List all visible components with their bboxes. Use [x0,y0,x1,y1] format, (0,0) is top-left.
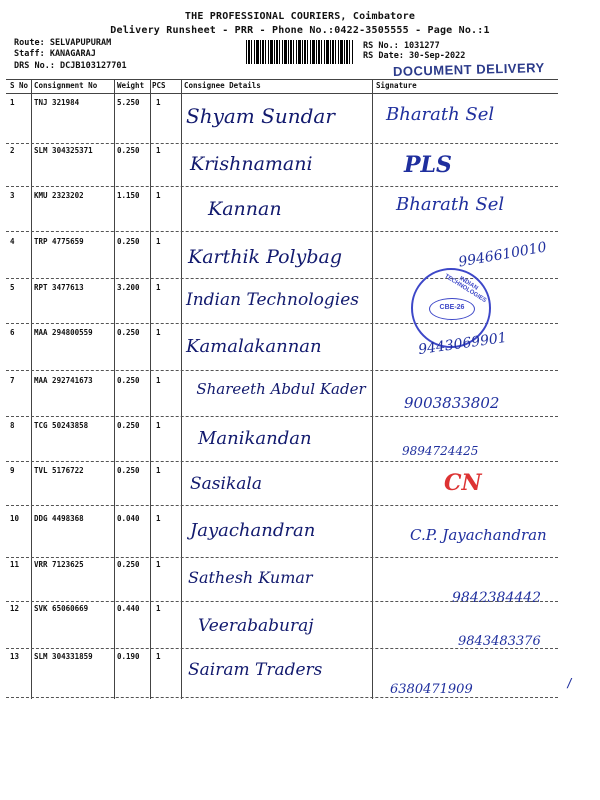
row-weight: 0.040 [117,514,140,523]
row-divider [6,370,558,371]
row-signature: 9843483376 [458,634,541,649]
row-consignment: TCG 50243858 [34,421,89,430]
row-divider [6,505,558,506]
row-signature: 6380471909 [390,682,473,697]
seal-center-text: CBE-26 [429,298,475,320]
row-divider [6,143,558,144]
row-consignment: SLM 304325371 [34,146,93,155]
row-consignee: Kamalakannan [186,336,322,357]
row-consignment: MAA 294800559 [34,328,93,337]
row-sno: 10 [10,514,20,523]
row-signature: 9443069901 [417,329,508,359]
row-pcs: 1 [156,652,161,661]
document-delivery-stamp: DOCUMENT DELIVERY [392,60,545,79]
row-divider [6,186,558,187]
row-weight: 3.200 [117,283,140,292]
row-divider [6,557,558,558]
row-consignment: SVK 65060669 [34,604,89,613]
row-divider [6,648,558,649]
row-divider [6,461,558,462]
row-consignee: Jayachandran [190,520,316,541]
row-pcs: 1 [156,283,161,292]
row-weight: 0.250 [117,376,140,385]
col-divider [114,79,115,699]
row-consignee: Kannan [208,198,282,220]
drs-number: DRS No.: DCJB103127701 [14,61,127,71]
row-pcs: 1 [156,560,161,569]
row-signature: CN [444,470,482,496]
row-weight: 0.250 [117,237,140,246]
row-weight: 5.250 [117,98,140,107]
row-consignee: Indian Technologies [186,290,359,310]
row-weight: 0.190 [117,652,140,661]
row-signature: 9894724425 [402,444,479,458]
row-sno: 11 [10,560,20,569]
row-consignee: Sathesh Kumar [188,568,313,587]
row-signature: Bharath Sel [396,194,505,215]
row-signature: PLS [404,152,452,178]
table-header-rule [6,93,558,94]
row-pcs: 1 [156,466,161,475]
row-sno: 4 [10,237,15,246]
row-divider [6,697,558,698]
col-divider [150,79,151,699]
runsheet-title: Delivery Runsheet - PRR - Phone No.:0422-3505555 - Page No.:1 [110,25,490,36]
row-weight: 0.250 [117,146,140,155]
row-weight: 0.250 [117,560,140,569]
row-pcs: 1 [156,328,161,337]
barcode [246,40,354,64]
row-signature: 9842384442 [452,590,542,606]
row-sno: 8 [10,421,15,430]
col-consignee-header: Consignee Details [184,81,261,90]
row-consignment: TRP 4775659 [34,237,84,246]
col-pcs-header: PCS [152,81,166,90]
row-pcs: 1 [156,146,161,155]
row-weight: 0.250 [117,328,140,337]
row-divider [6,601,558,602]
col-consignment-header: Consignment No [34,81,98,90]
row-pcs: 1 [156,191,161,200]
staff-label: Staff: KANAGARAJ [14,49,96,59]
row-signature: 9946610010 [457,239,548,271]
seal-rim-text: INDIAN TECHNOLOGIES [443,273,488,305]
row-pcs: 1 [156,421,161,430]
row-consignment: KMU 2323202 [34,191,84,200]
col-weight-header: Weight [117,81,145,90]
row-signature: Bharath Sel [386,104,495,125]
row-pcs: 1 [156,376,161,385]
row-sno: 12 [10,604,20,613]
row-consignee: Sairam Traders [188,660,323,680]
row-weight: 0.440 [117,604,140,613]
table-top-rule [6,79,558,80]
col-divider [181,79,182,699]
row-divider [6,231,558,232]
company-title: THE PROFESSIONAL COURIERS, Coimbatore [184,11,416,22]
row-sno: 1 [10,98,15,107]
row-weight: 1.150 [117,191,140,200]
row-consignment: SLM 304331859 [34,652,93,661]
row-sno: 3 [10,191,15,200]
row-signature: 9003833802 [404,394,500,412]
col-sno-header: S No [10,81,29,90]
row-sno: 2 [10,146,15,155]
row-consignee: Manikandan [198,428,312,449]
row-consignment: RPT 3477613 [34,283,84,292]
row-weight: 0.250 [117,421,140,430]
row-sno: 9 [10,466,15,475]
row-consignee: Karthik Polybag [188,246,343,268]
col-divider [372,79,373,699]
row-consignee: Krishnamani [190,153,313,175]
row-pcs: 1 [156,514,161,523]
row-consignee: Sasikala [190,474,262,494]
col-divider [31,79,32,699]
row-consignee: Shareeth Abdul Kader [196,380,366,398]
row-sno: 6 [10,328,15,337]
row-consignment: DDG 4498368 [34,514,84,523]
row-consignee: Veerababuraj [198,616,314,636]
row-pcs: 1 [156,237,161,246]
tick-mark: / [566,676,574,690]
row-consignment: MAA 292741673 [34,376,93,385]
row-divider [6,416,558,417]
rs-number: RS No.: 1031277 [363,41,440,51]
col-signature-header: Signature [376,81,417,90]
row-pcs: 1 [156,604,161,613]
row-consignee: Shyam Sundar [186,104,335,128]
route-label: Route: SELVAPUPURAM [14,38,112,48]
row-consignment: TVL 5176722 [34,466,84,475]
row-consignment: TNJ 321984 [34,98,80,107]
rs-date: RS Date: 30-Sep-2022 [363,51,466,61]
row-sno: 7 [10,376,15,385]
row-signature: C.P. Jayachandran [410,526,547,544]
row-sno: 13 [10,652,20,661]
row-consignment: VRR 7123625 [34,560,84,569]
row-weight: 0.250 [117,466,140,475]
row-sno: 5 [10,283,15,292]
row-pcs: 1 [156,98,161,107]
